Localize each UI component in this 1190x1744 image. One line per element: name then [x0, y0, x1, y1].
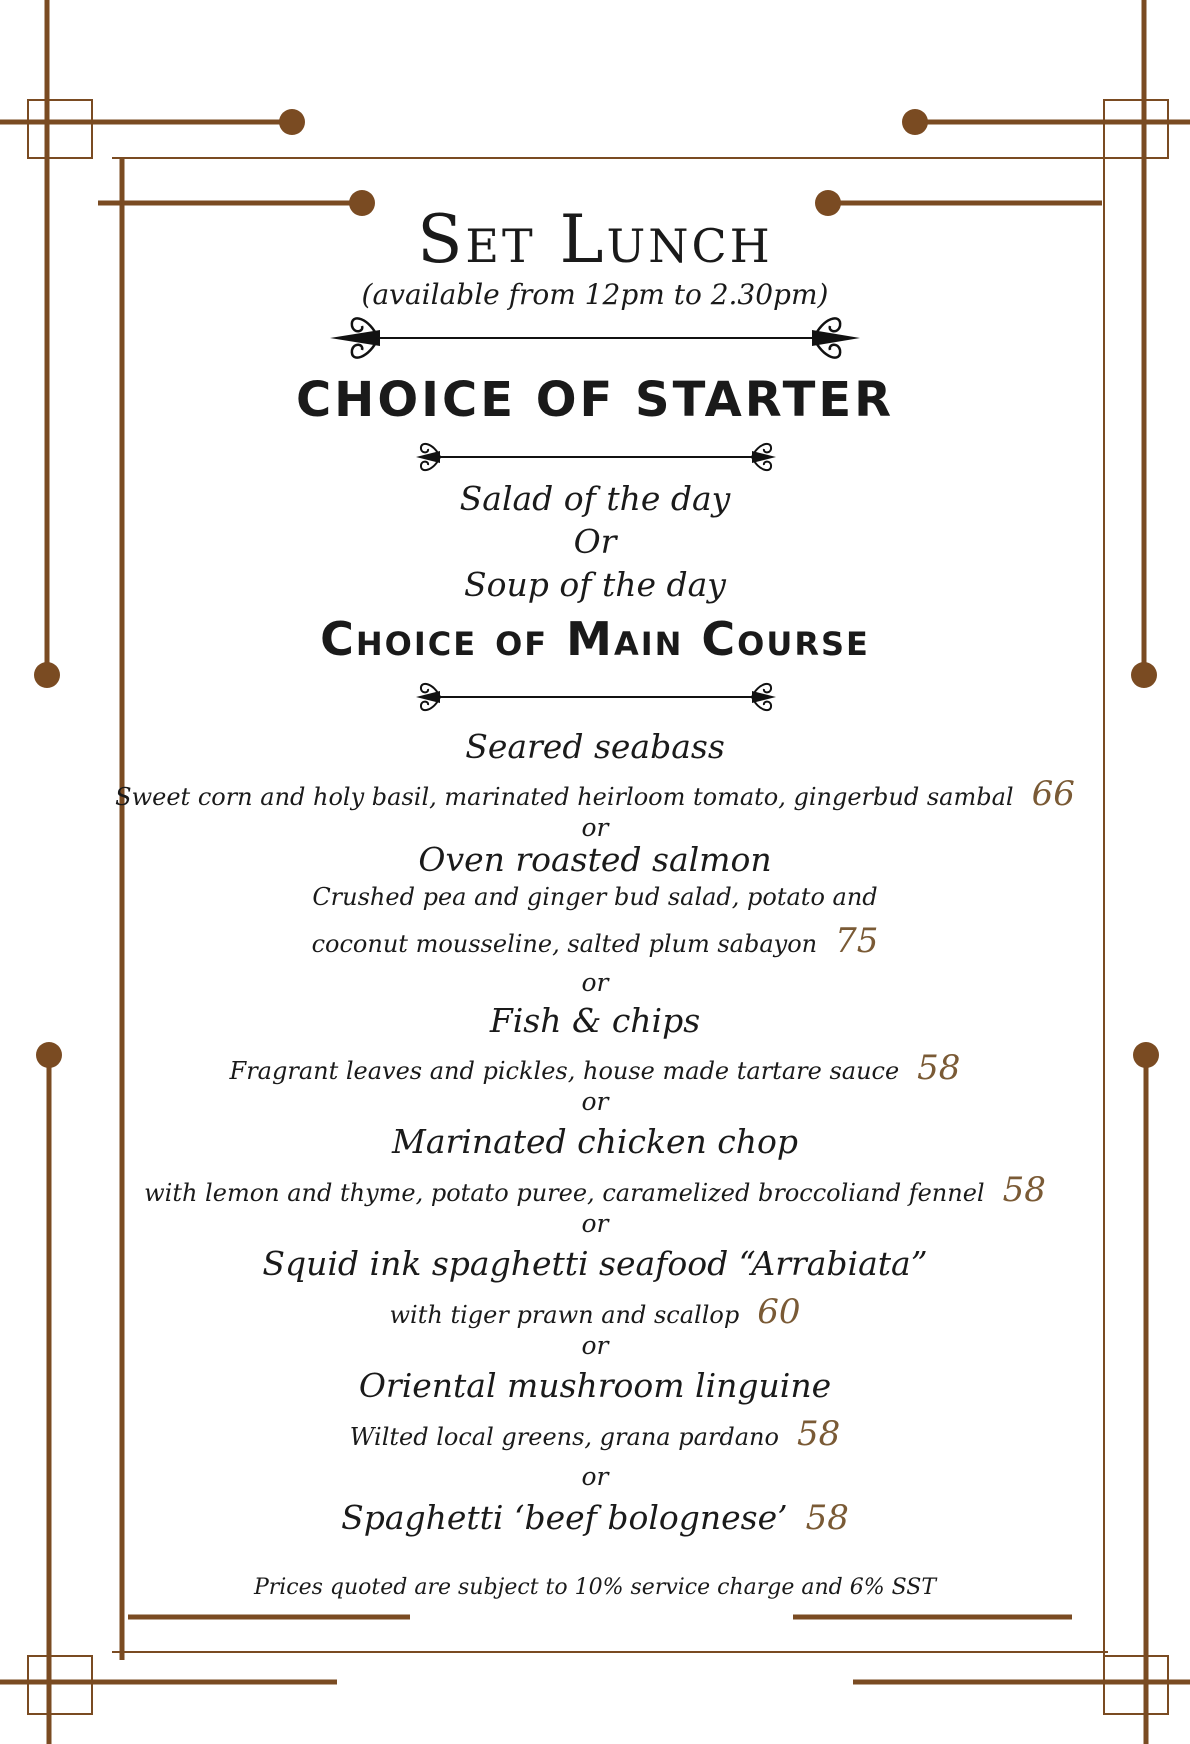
dish-name: Squid ink spaghetti seafood “Arrabiata”	[262, 1244, 928, 1283]
availability-note: (available from 12pm to 2.30pm)	[361, 278, 829, 311]
or-separator: or	[581, 1462, 609, 1491]
dish-price: 58	[1002, 1170, 1046, 1210]
main-course-heading: Choice of Main Course	[320, 612, 870, 666]
or-separator: or	[581, 968, 609, 997]
or-separator: or	[581, 813, 609, 842]
dish-description	[0, 1414, 1190, 1454]
dish-name: Fish & chips	[489, 1001, 701, 1040]
dish-price: 60	[757, 1292, 801, 1332]
dish-description	[0, 1048, 1190, 1088]
dish-price: 58	[805, 1498, 849, 1538]
starter-item: Soup of the day	[464, 565, 726, 604]
dish-name: Spaghetti ‘beef bolognese’	[341, 1498, 788, 1537]
dish-description-text: Sweet corn and holy basil, marinated heirloom tomato, gingerbud sambal	[115, 783, 1014, 811]
starter-heading: CHOICE OF STARTER	[295, 372, 895, 428]
dish-price: 58	[796, 1414, 841, 1454]
dish-description-text: Wilted local greens, grana pardano	[349, 1423, 779, 1451]
starter-item: Salad of the day	[459, 479, 731, 518]
dish-price: 58	[917, 1048, 961, 1088]
or-separator: or	[581, 1331, 609, 1360]
dish-price: 75	[835, 921, 879, 961]
dish-name: Oven roasted salmon	[418, 840, 772, 879]
dish-name: Seared seabass	[465, 727, 725, 766]
dish-description-text: with lemon and thyme, potato puree, caramelized broccoliand fennel	[144, 1179, 985, 1207]
dish-description	[0, 1170, 1190, 1210]
dish-name: Marinated chicken chop	[392, 1122, 798, 1161]
dish-description	[0, 1292, 1190, 1332]
dish-description-text: Fragrant leaves and pickles, house made tartare sauce	[229, 1057, 900, 1085]
dish-description-text: Crushed pea and ginger bud salad, potato and	[312, 883, 878, 911]
dish-description	[0, 774, 1190, 814]
dish-description-text: with tiger prawn and scallop	[389, 1301, 740, 1329]
dish-price: 66	[1031, 774, 1075, 814]
dish-line	[0, 1498, 1190, 1538]
or-separator: or	[581, 1209, 609, 1238]
footnote: Prices quoted are subject to 10% service charge and 6% SST	[253, 1575, 937, 1600]
dish-description-text: coconut mousseline, salted plum sabayon	[311, 930, 818, 958]
dish-name: Oriental mushroom linguine	[358, 1366, 832, 1405]
page-title: Set Lunch	[417, 201, 773, 278]
dish-description	[0, 921, 1190, 961]
or-separator: or	[581, 1087, 609, 1116]
starter-or: Or	[573, 522, 617, 561]
